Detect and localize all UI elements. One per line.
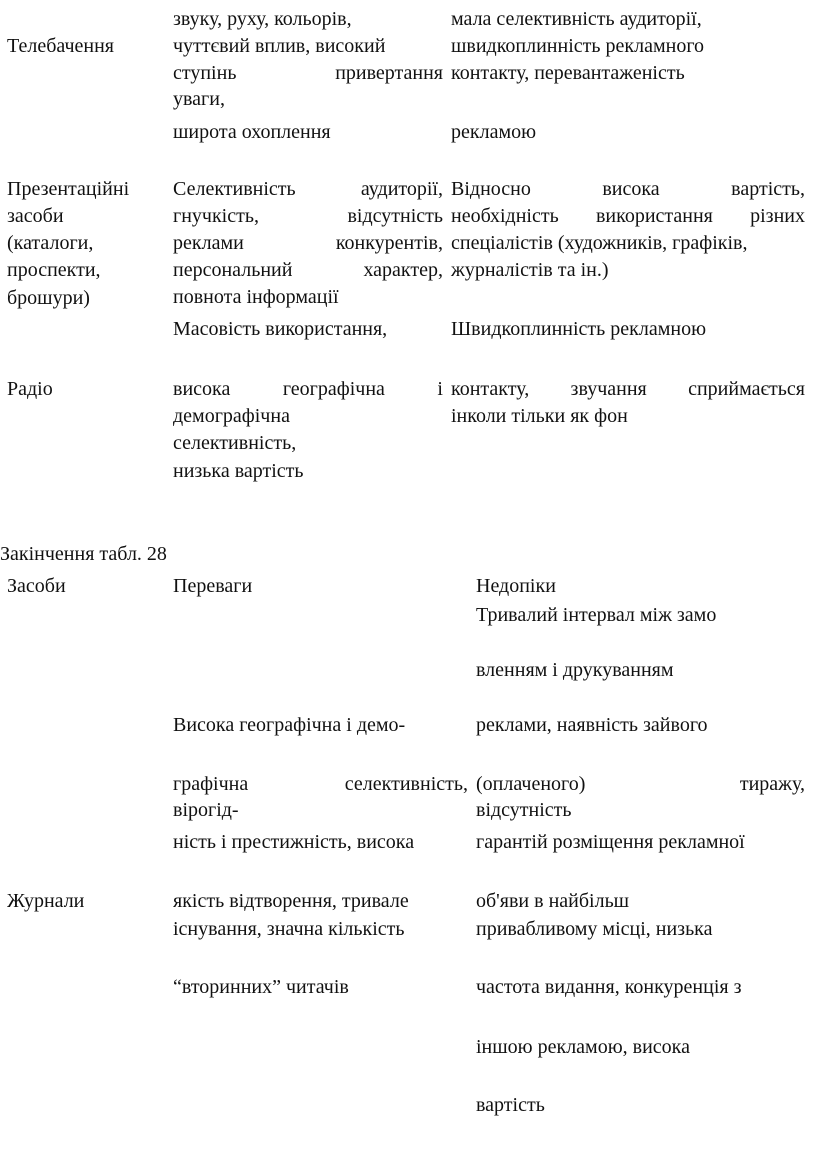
row-radio-name: Радіо (7, 378, 53, 400)
mag-dis-line-7: об'яви в найбільш (476, 890, 630, 912)
pres-dis-word: Відносно (451, 178, 531, 200)
mag-dis-line-10: іншою рекламою, висока (476, 1036, 690, 1058)
pres-adv-word: гнучкість, (173, 205, 259, 227)
pres-dis-line-4: журналістів та ін.) (451, 259, 609, 281)
mag-dis-line-9: частота видання, конкуренція з (476, 976, 742, 998)
pres-dis-line-2 (451, 204, 805, 228)
row-magazines-name: Журнали (7, 890, 85, 912)
mag-adv-line-4: ність і престижність, висока (173, 831, 415, 853)
pres-dis-line-1 (451, 177, 805, 201)
radio-dis-line-1 (451, 377, 805, 401)
row-presentation-name-4: проспекти, (7, 259, 101, 281)
tv-adv-line-3 (173, 61, 443, 85)
header-advantages: Переваги (173, 575, 253, 597)
pres-adv-word: Селективність (173, 178, 296, 200)
pres-adv-line-3 (173, 231, 443, 255)
mag-adv-word: селективність, (344, 773, 468, 795)
row-presentation-name-5: брошури) (7, 287, 90, 309)
pres-dis-word: висока (602, 178, 660, 200)
mag-dis-line-4 (476, 772, 805, 796)
pres-adv-line-2 (173, 204, 443, 228)
radio-adv-line-4: низька вартість (173, 460, 304, 482)
pres-adv-word: конкурентів, (335, 232, 443, 254)
mag-dis-line-3: реклами, наявність зайвого (476, 714, 708, 736)
tv-dis-line-1: мала селективність аудиторії, (451, 8, 702, 30)
radio-adv-line-1 (173, 377, 443, 401)
tv-dis-line-3: контакту, перевантаженість (451, 62, 685, 84)
tv-adv-word: ступінь (173, 62, 237, 84)
pres-adv-word: реклами (173, 232, 244, 254)
pres-adv-word: відсутність (347, 205, 443, 227)
pres-adv-word: аудиторії, (360, 178, 443, 200)
pres-adv-line-6: Масовість використання, (173, 318, 388, 340)
tv-adv-line-2: чуттєвий вплив, високий (173, 35, 386, 57)
pres-dis-word: різних (750, 205, 805, 227)
pres-dis-word: необхідність (451, 205, 559, 227)
mag-dis-line-5: відсутність (476, 799, 572, 821)
tv-adv-line-1: звуку, руху, кольорів, (173, 8, 352, 30)
mag-adv-line-7: “вторинних” читачів (173, 976, 349, 998)
tv-adv-word: привертання (335, 62, 443, 84)
pres-dis-word: використання (595, 205, 713, 227)
pres-adv-line-1 (173, 177, 443, 201)
mag-dis-line-2: вленням і друкуванням (476, 659, 674, 681)
pres-dis-line-3: спеціалістів (художників, графіків, (451, 232, 748, 254)
mag-dis-word: (оплаченого) (476, 773, 586, 795)
radio-dis-line-2: інколи тільки як фон (451, 405, 628, 427)
header-disadvantages: Недопіки (476, 575, 556, 597)
mag-dis-line-11: вартість (476, 1094, 545, 1116)
tv-adv-line-5: широта охоплення (173, 121, 331, 143)
mag-adv-line-5: якість відтворення, тривале (173, 890, 409, 912)
tv-dis-line-2: швидкоплинність рекламного (451, 35, 705, 57)
pres-adv-line-4 (173, 258, 443, 282)
row-presentation-name-3: (каталоги, (7, 232, 94, 254)
pres-adv-word: характер, (363, 259, 443, 281)
pres-dis-word: вартість, (731, 178, 805, 200)
radio-adv-line-2: демографічна (173, 405, 290, 427)
row-presentation-name-1: Презентаційні (7, 178, 130, 200)
radio-adv-line-3: селективність, (173, 432, 297, 454)
radio-adv-word: висока (173, 378, 231, 400)
tv-adv-line-4: уваги, (173, 88, 225, 110)
radio-adv-word: і (437, 378, 443, 400)
mag-adv-word: графічна (173, 773, 249, 795)
radio-dis-word: контакту, (451, 378, 530, 400)
pres-adv-line-5: повнота інформації (173, 286, 339, 308)
mag-dis-line-8: привабливому місці, низька (476, 918, 713, 940)
tv-dis-line-4: рекламою (451, 121, 537, 143)
table-caption: Закінчення табл. 28 (0, 543, 167, 565)
radio-adv-word: географічна (282, 378, 385, 400)
pres-dis-line-5: Швидкоплинність рекламною (451, 318, 707, 340)
mag-adv-line-3: вірогід- (173, 799, 239, 821)
mag-adv-line-1: Висока географічна і демо- (173, 714, 406, 736)
radio-dis-word: звучання (570, 378, 647, 400)
row-presentation-name-2: засоби (7, 205, 64, 227)
pres-adv-word: персональний (173, 259, 293, 281)
mag-dis-line-1: Тривалий інтервал між замо (476, 604, 717, 626)
row-tv-name: Телебачення (7, 35, 114, 57)
mag-dis-line-6: гарантій розміщення рекламної (476, 831, 745, 853)
mag-adv-line-6: існування, значна кількість (173, 918, 405, 940)
radio-dis-word: сприймається (688, 378, 805, 400)
header-means: Засоби (7, 575, 66, 597)
mag-adv-line-2 (173, 772, 468, 796)
mag-dis-word: тиражу, (739, 773, 805, 795)
